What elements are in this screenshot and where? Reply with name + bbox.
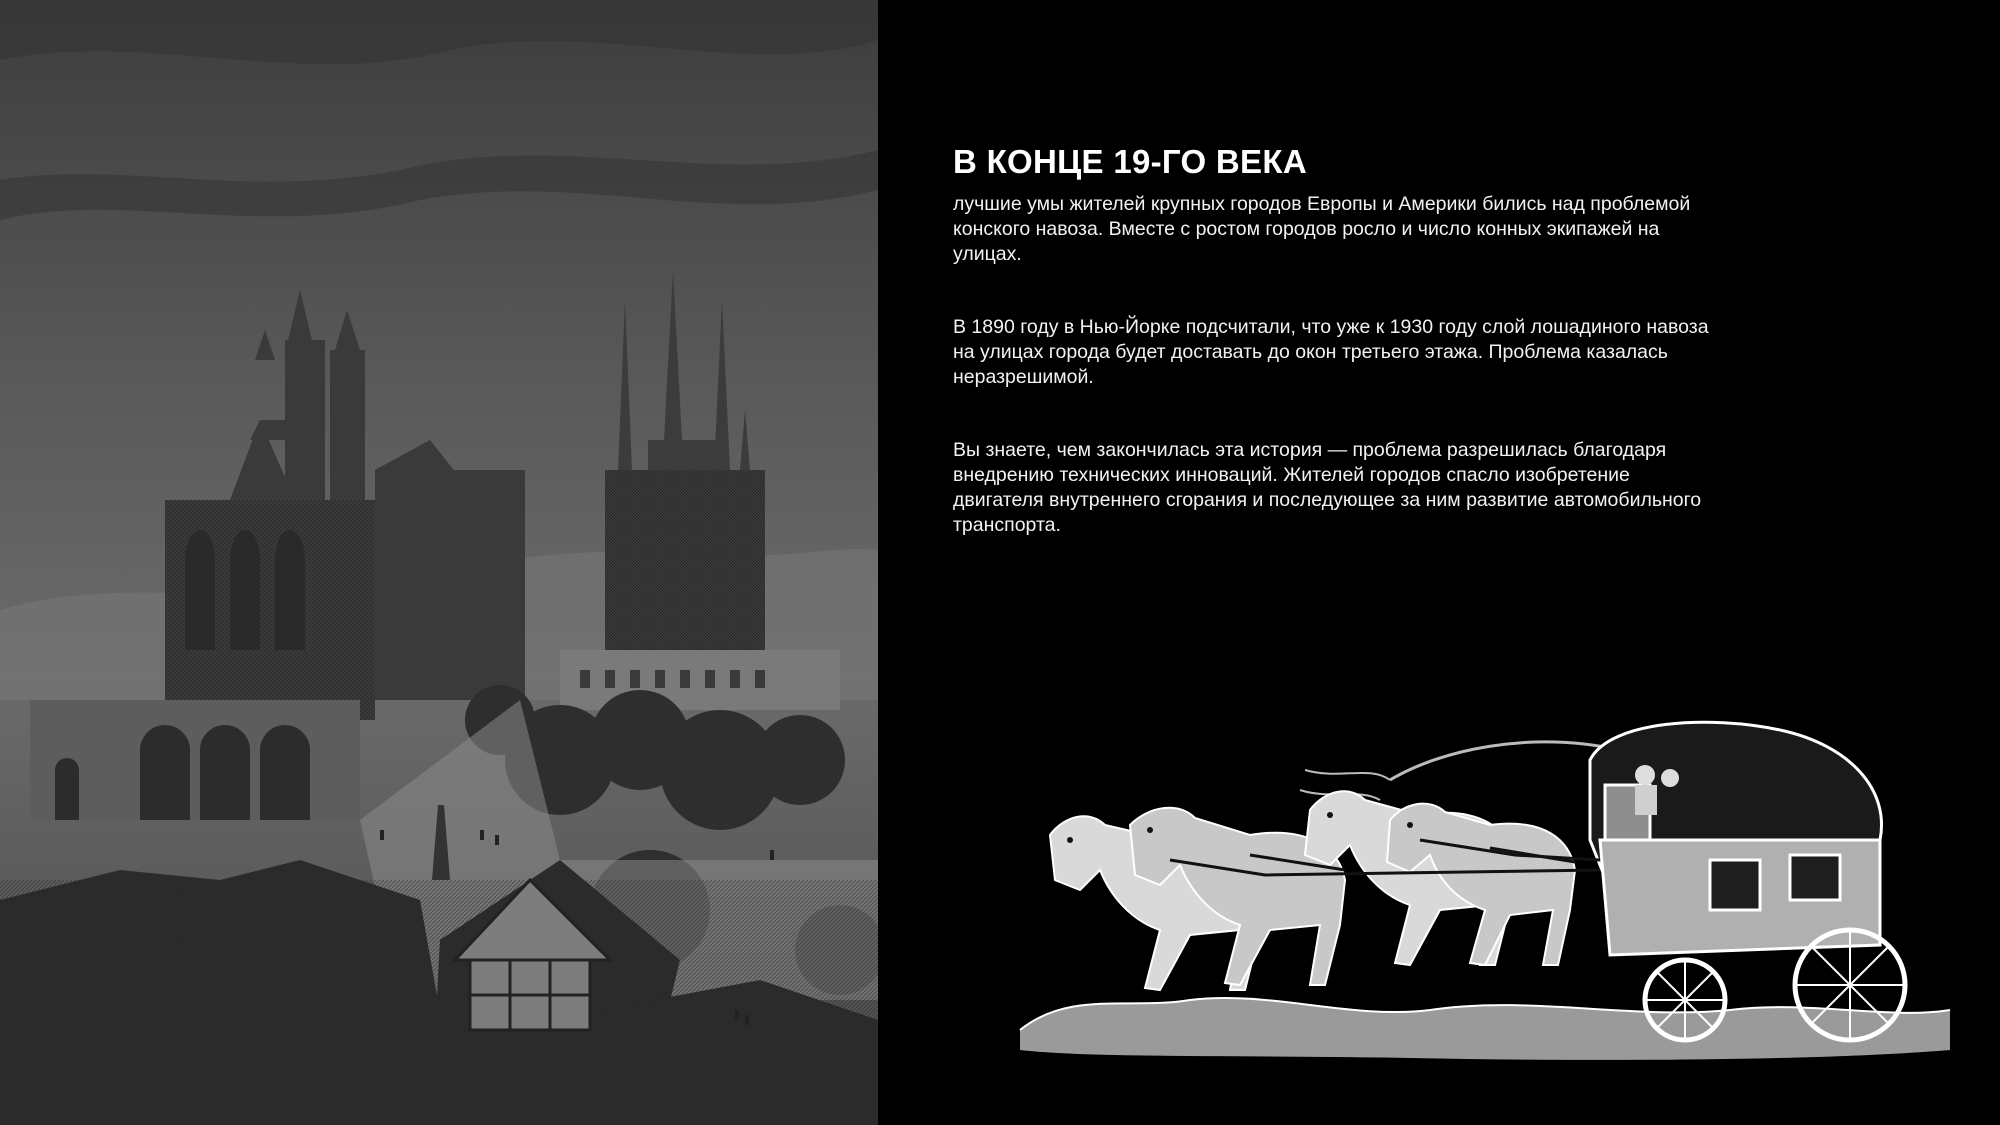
text-block [953, 142, 1713, 538]
paragraph-outcome: Вы знаете, чем закончилась эта история — проблема разрешилась благодаря внедрению технических инноваций. Жителей городов спасло изобретение двигателя внутреннего сгорания и последующее за ним развитие автомобильного транспорта. [953, 438, 1702, 536]
paragraph-new-york: В 1890 году в Нью-Йорке подсчитали, что уже к 1930 году слой лошадиного навоза на улицах города будет доставать до окон третьего этажа. Проблема казалась неразрешимой. [953, 315, 1709, 388]
paragraph-intro: лучшие умы жителей крупных городов Европы и Америки бились над проблемой конского навоза. Вместе с ростом городов росло и число конных экипажей на улицах. [953, 192, 1691, 265]
slide-heading: В КОНЦЕ 19-ГО ВЕКА [953, 143, 1307, 180]
cathedral-engraving-image [0, 0, 878, 1125]
stagecoach-illustration [1010, 690, 1960, 1070]
